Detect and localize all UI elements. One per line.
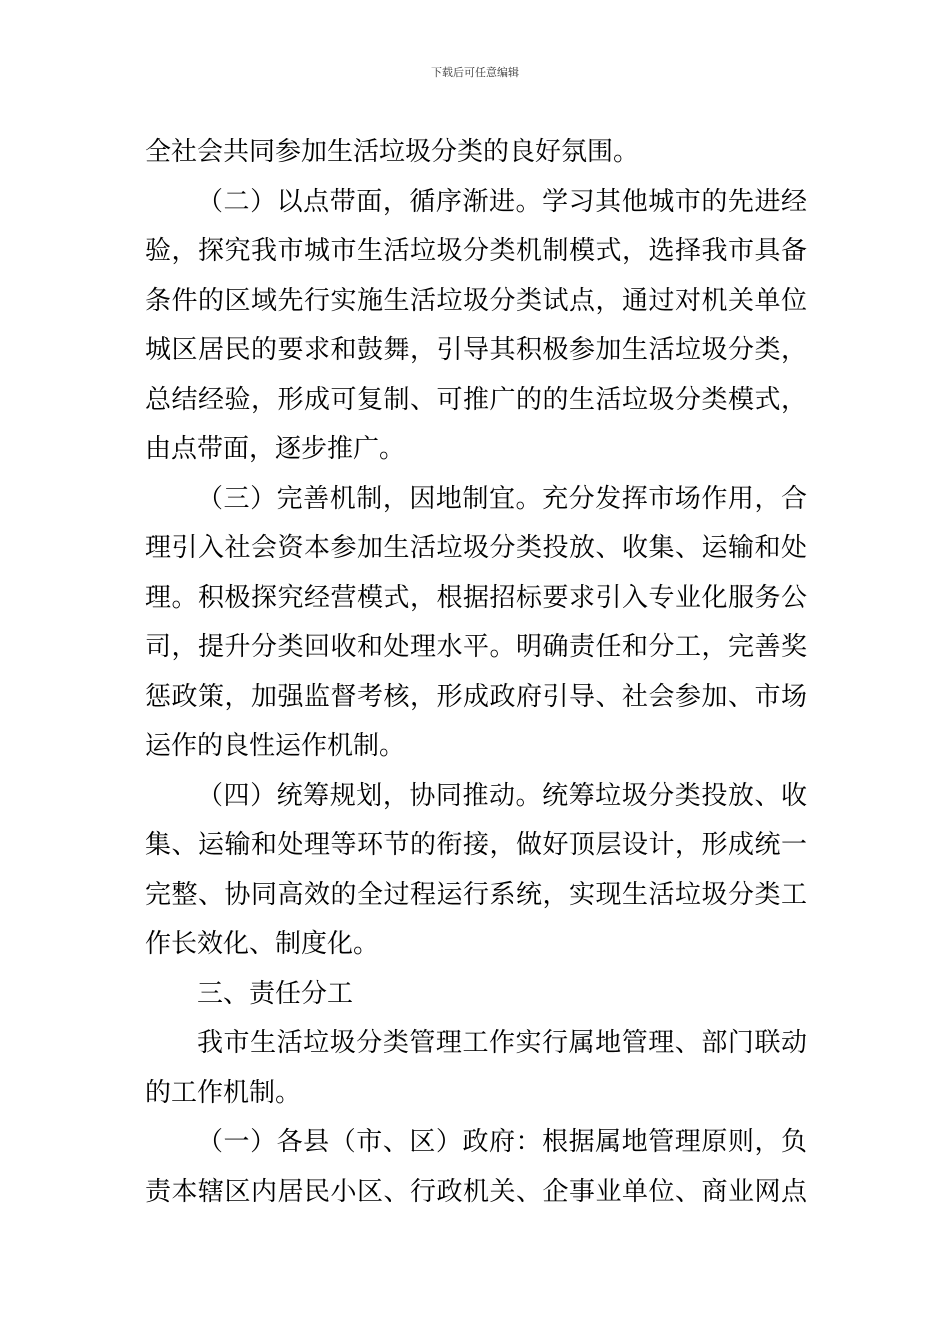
text-line: 运作的良性运作机制。 bbox=[145, 731, 406, 761]
text-line: （一）各县（市、区）政府：根据属地管理原则，负 bbox=[197, 1127, 807, 1157]
text-line: （二）以点带面，循序渐进。学习其他城市的先进经 bbox=[197, 186, 807, 217]
text-line: 责本辖区内居民小区、行政机关、企事业单位、商业网点 bbox=[145, 1176, 807, 1207]
text-line: （四）统筹规划，协同推动。统筹垃圾分类投放、收 bbox=[197, 780, 807, 811]
text-line: 作长效化、制度化。 bbox=[145, 929, 380, 959]
text-line: 完整、协同高效的全过程运行系统，实现生活垃圾分类工 bbox=[145, 879, 807, 910]
text-line: 三、责任分工 bbox=[197, 978, 354, 1009]
text-line: 理引入社会资本参加生活垃圾分类投放、收集、运输和处 bbox=[145, 533, 807, 563]
text-line: 的工作机制。 bbox=[145, 1077, 302, 1108]
text-line: 验，探究我市城市生活垃圾分类机制模式，选择我市具备 bbox=[145, 236, 807, 266]
document-body bbox=[145, 128, 807, 1217]
header-note: 下载后可任意编辑 bbox=[431, 66, 519, 79]
text-line: 由点带面，逐步推广。 bbox=[145, 434, 406, 464]
text-line: 总结经验，形成可复制、可推广的的生活垃圾分类模式， bbox=[145, 384, 807, 415]
text-line: 城区居民的要求和鼓舞，引导其积极参加生活垃圾分类， bbox=[145, 335, 807, 365]
text-line: 条件的区域先行实施生活垃圾分类试点，通过对机关单位 bbox=[145, 285, 807, 316]
text-line: 惩政策，加强监督考核，形成政府引导、社会参加、市场 bbox=[145, 681, 807, 712]
text-line: 理。积极探究经营模式，根据招标要求引入专业化服务公 bbox=[145, 582, 807, 613]
text-line: （三）完善机制，因地制宜。充分发挥市场作用，合 bbox=[197, 483, 807, 514]
text-line: 司，提升分类回收和处理水平。明确责任和分工，完善奖 bbox=[145, 632, 807, 662]
text-line: 全社会共同参加生活垃圾分类的良好氛围。 bbox=[145, 137, 640, 167]
text-line: 集、运输和处理等环节的衔接，做好顶层设计，形成统一 bbox=[145, 830, 807, 860]
text-line: 我市生活垃圾分类管理工作实行属地管理、部门联动 bbox=[197, 1028, 807, 1058]
